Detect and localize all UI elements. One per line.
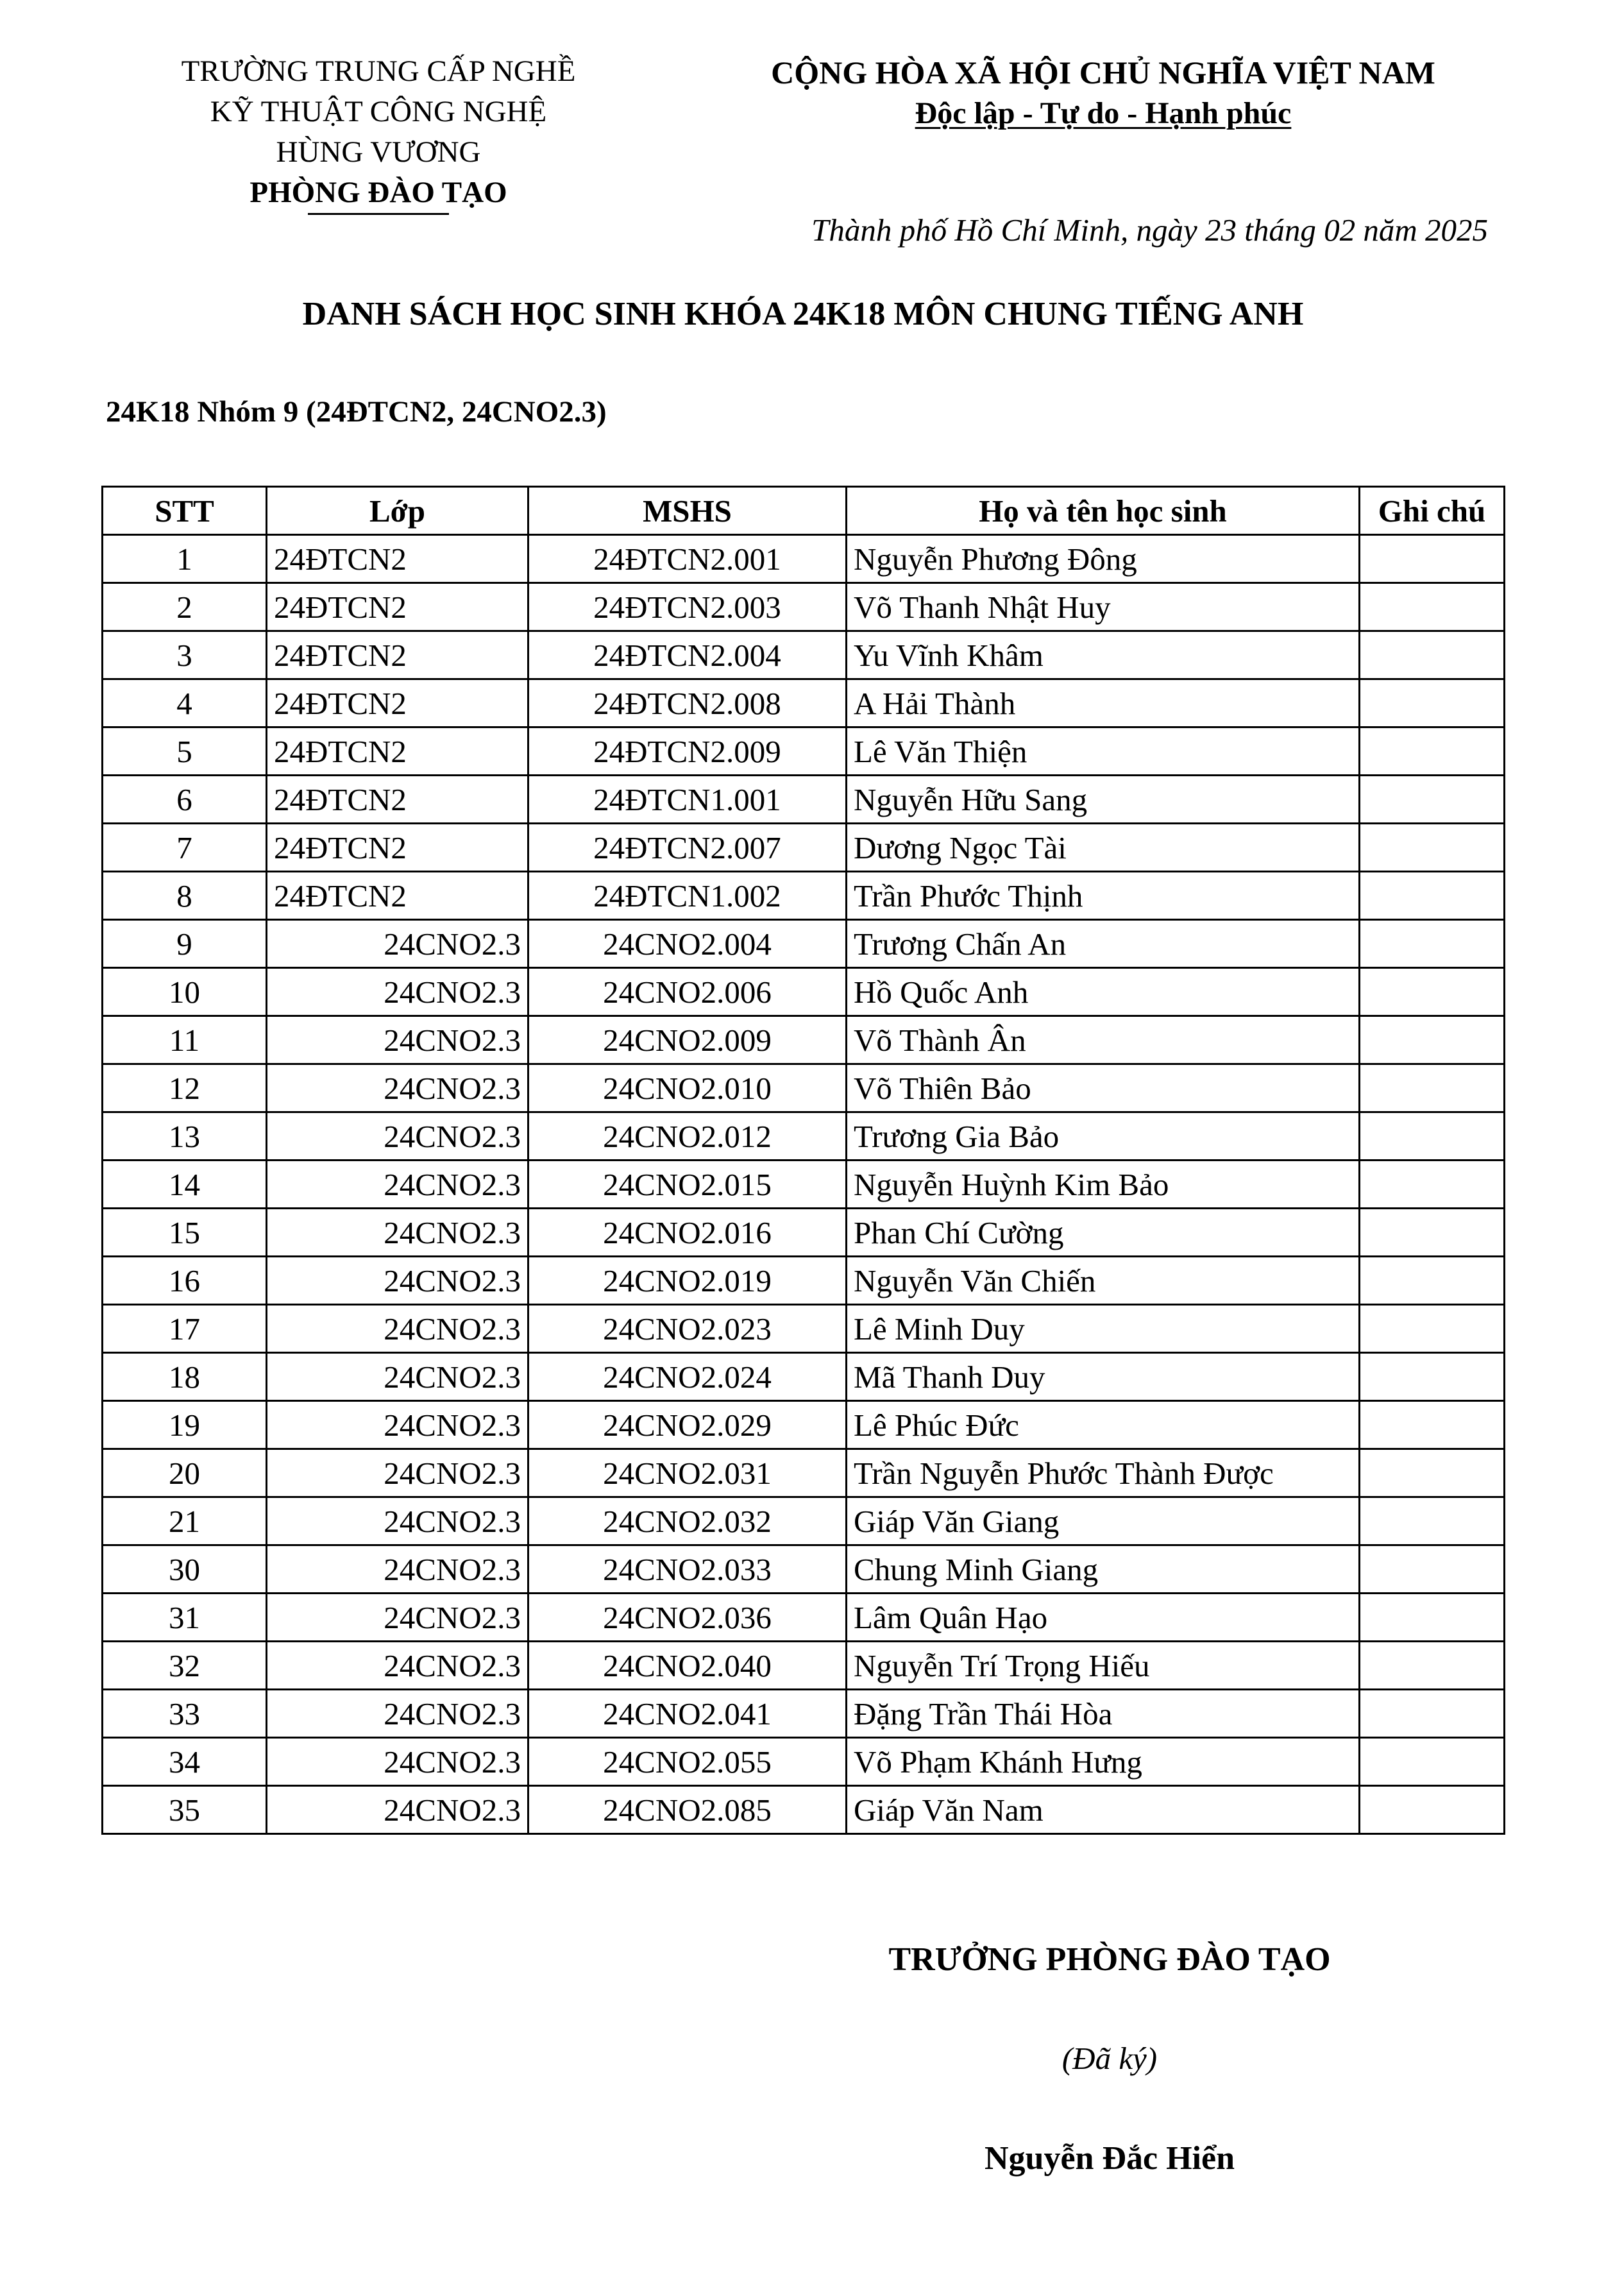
signer-name: Nguyễn Đắc Hiển [985,2140,1235,2177]
student-id-cell: 24CNO2.033 [528,1545,847,1594]
student-id-cell: 24CNO2.036 [528,1594,847,1642]
note-cell [1360,1545,1505,1594]
stt-cell: 21 [103,1497,267,1545]
note-cell [1360,968,1505,1016]
class-cell: 24CNO2.3 [267,1257,528,1305]
student-name-cell: Võ Thành Ân [847,1016,1360,1064]
stt-cell: 15 [103,1209,267,1257]
table-row [103,1401,1505,1449]
stt-cell: 34 [103,1738,267,1786]
note-cell [1360,583,1505,631]
student-id-cell: 24CNO2.019 [528,1257,847,1305]
class-cell: 24CNO2.3 [267,1353,528,1401]
table-row [103,968,1505,1016]
class-cell: 24CNO2.3 [267,920,528,968]
student-id-cell: 24ĐTCN2.001 [528,535,847,583]
note-cell [1360,679,1505,727]
student-name-cell: Yu Vĩnh Khâm [847,631,1360,679]
table-row [103,631,1505,679]
stt-cell: 9 [103,920,267,968]
class-cell: 24ĐTCN2 [267,727,528,776]
note-cell [1360,1642,1505,1690]
national-motto: Độc lập - Tự do - Hạnh phúc [915,96,1292,130]
student-id-cell: 24ĐTCN1.001 [528,776,847,824]
note-cell [1360,631,1505,679]
class-cell: 24CNO2.3 [267,1594,528,1642]
student-name-cell: Mã Thanh Duy [847,1353,1360,1401]
student-name-cell: Lâm Quân Hạo [847,1594,1360,1642]
student-table [101,486,1505,1835]
stt-cell: 19 [103,1401,267,1449]
class-cell: 24CNO2.3 [267,1161,528,1209]
class-cell: 24CNO2.3 [267,1738,528,1786]
student-id-cell: 24ĐTCN1.002 [528,872,847,920]
student-name-cell: Nguyễn Huỳnh Kim Bảo [847,1161,1360,1209]
class-cell: 24ĐTCN2 [267,679,528,727]
table-row [103,1305,1505,1353]
note-cell [1360,727,1505,776]
student-id-cell: 24CNO2.023 [528,1305,847,1353]
table-row [103,1786,1505,1834]
student-name-cell: Giáp Văn Nam [847,1786,1360,1834]
student-id-cell: 24CNO2.015 [528,1161,847,1209]
student-name-cell: Lê Minh Duy [847,1305,1360,1353]
student-name-cell: Hồ Quốc Anh [847,968,1360,1016]
stt-cell: 3 [103,631,267,679]
stt-cell: 6 [103,776,267,824]
stt-cell: 11 [103,1016,267,1064]
note-cell [1360,1594,1505,1642]
student-id-cell: 24CNO2.085 [528,1786,847,1834]
note-cell [1360,1401,1505,1449]
stt-cell: 12 [103,1064,267,1112]
student-name-cell: Trương Gia Bảo [847,1112,1360,1161]
header-stt: STT [103,487,267,535]
student-id-cell: 24CNO2.031 [528,1449,847,1497]
table-row [103,1594,1505,1642]
school-name-line-2: KỸ THUẬT CÔNG NGHỆ [210,95,547,128]
note-cell [1360,1786,1505,1834]
class-cell: 24CNO2.3 [267,1209,528,1257]
note-cell [1360,1161,1505,1209]
stt-cell: 32 [103,1642,267,1690]
table-row [103,1449,1505,1497]
table-row [103,727,1505,776]
stt-cell: 35 [103,1786,267,1834]
header-class: Lớp [267,487,528,535]
stt-cell: 20 [103,1449,267,1497]
student-id-cell: 24CNO2.004 [528,920,847,968]
table-row [103,1064,1505,1112]
student-id-cell: 24CNO2.009 [528,1016,847,1064]
note-cell [1360,872,1505,920]
student-id-cell: 24ĐTCN2.004 [528,631,847,679]
class-cell: 24CNO2.3 [267,1497,528,1545]
student-name-cell: Dương Ngọc Tài [847,824,1360,872]
table-row [103,1257,1505,1305]
student-id-cell: 24CNO2.055 [528,1738,847,1786]
stt-cell: 7 [103,824,267,872]
stt-cell: 4 [103,679,267,727]
student-name-cell: Lê Phúc Đức [847,1401,1360,1449]
student-name-cell: Nguyễn Văn Chiến [847,1257,1360,1305]
table-row [103,1161,1505,1209]
student-name-cell: Chung Minh Giang [847,1545,1360,1594]
stt-cell: 13 [103,1112,267,1161]
stt-cell: 16 [103,1257,267,1305]
note-cell [1360,1257,1505,1305]
student-id-cell: 24CNO2.016 [528,1209,847,1257]
class-cell: 24ĐTCN2 [267,872,528,920]
student-name-cell: Võ Phạm Khánh Hưng [847,1738,1360,1786]
class-cell: 24CNO2.3 [267,1449,528,1497]
student-name-cell: Trương Chấn An [847,920,1360,968]
table-row [103,920,1505,968]
signed-note: (Đã ký) [1061,2041,1158,2076]
table-row [103,1112,1505,1161]
table-row [103,679,1505,727]
class-cell: 24CNO2.3 [267,1305,528,1353]
note-cell [1360,535,1505,583]
department-underline [308,213,449,215]
class-cell: 24CNO2.3 [267,1016,528,1064]
student-id-cell: 24ĐTCN2.009 [528,727,847,776]
stt-cell: 5 [103,727,267,776]
student-id-cell: 24ĐTCN2.007 [528,824,847,872]
stt-cell: 2 [103,583,267,631]
table-body [103,535,1505,1834]
note-cell [1360,1064,1505,1112]
class-cell: 24CNO2.3 [267,1690,528,1738]
note-cell [1360,1209,1505,1257]
note-cell [1360,1016,1505,1064]
student-name-cell: Nguyễn Trí Trọng Hiếu [847,1642,1360,1690]
student-id-cell: 24ĐTCN2.003 [528,583,847,631]
stt-cell: 31 [103,1594,267,1642]
student-id-cell: 24CNO2.012 [528,1112,847,1161]
table-row [103,583,1505,631]
header-note: Ghi chú [1360,487,1505,535]
stt-cell: 8 [103,872,267,920]
note-cell [1360,824,1505,872]
class-cell: 24CNO2.3 [267,1401,528,1449]
class-cell: 24ĐTCN2 [267,776,528,824]
student-id-cell: 24CNO2.040 [528,1642,847,1690]
stt-cell: 33 [103,1690,267,1738]
student-name-cell: Giáp Văn Giang [847,1497,1360,1545]
stt-cell: 30 [103,1545,267,1594]
student-name-cell: Võ Thanh Nhật Huy [847,583,1360,631]
class-cell: 24CNO2.3 [267,968,528,1016]
stt-cell: 10 [103,968,267,1016]
table-row [103,1642,1505,1690]
school-name-line-1: TRƯỜNG TRUNG CẤP NGHỀ [181,55,576,88]
stt-cell: 18 [103,1353,267,1401]
national-header [706,51,1501,133]
note-cell [1360,1449,1505,1497]
student-id-cell: 24CNO2.010 [528,1064,847,1112]
note-cell [1360,1738,1505,1786]
table-row [103,1545,1505,1594]
student-name-cell: Trần Nguyễn Phước Thành Được [847,1449,1360,1497]
class-cell: 24CNO2.3 [267,1642,528,1690]
school-header [128,51,629,215]
student-id-cell: 24CNO2.029 [528,1401,847,1449]
class-cell: 24CNO2.3 [267,1545,528,1594]
header-student-id: MSHS [528,487,847,535]
note-cell [1360,1353,1505,1401]
student-name-cell: Võ Thiên Bảo [847,1064,1360,1112]
school-name-line-3: HÙNG VƯƠNG [276,135,481,169]
table-header-row [103,487,1505,535]
student-id-cell: 24CNO2.024 [528,1353,847,1401]
stt-cell: 1 [103,535,267,583]
table-row [103,1690,1505,1738]
student-id-cell: 24ĐTCN2.008 [528,679,847,727]
student-name-cell: A Hải Thành [847,679,1360,727]
place-and-date: Thành phố Hồ Chí Minh, ngày 23 tháng 02 năm 2025 [811,212,1488,248]
table-row [103,776,1505,824]
class-cell: 24CNO2.3 [267,1112,528,1161]
note-cell [1360,1497,1505,1545]
student-name-cell: Trần Phước Thịnh [847,872,1360,920]
table-row [103,1738,1505,1786]
class-cell: 24CNO2.3 [267,1064,528,1112]
student-name-cell: Nguyễn Phương Đông [847,535,1360,583]
stt-cell: 14 [103,1161,267,1209]
table-row [103,824,1505,872]
note-cell [1360,920,1505,968]
class-cell: 24ĐTCN2 [267,583,528,631]
note-cell [1360,1690,1505,1738]
table-row [103,1497,1505,1545]
table-row [103,1353,1505,1401]
signer-title: TRƯỞNG PHÒNG ĐÀO TẠO [888,1941,1331,1978]
class-cell: 24ĐTCN2 [267,824,528,872]
table-row [103,1209,1505,1257]
student-name-cell: Phan Chí Cường [847,1209,1360,1257]
class-cell: 24CNO2.3 [267,1786,528,1834]
note-cell [1360,1112,1505,1161]
student-id-cell: 24CNO2.006 [528,968,847,1016]
class-cell: 24ĐTCN2 [267,631,528,679]
student-name-cell: Nguyễn Hữu Sang [847,776,1360,824]
table-row [103,535,1505,583]
student-name-cell: Lê Văn Thiện [847,727,1360,776]
document-title: DANH SÁCH HỌC SINH KHÓA 24K18 MÔN CHUNG TIẾNG ANH [302,296,1304,332]
group-label: 24K18 Nhóm 9 (24ĐTCN2, 24CNO2.3) [106,395,607,429]
student-id-cell: 24CNO2.032 [528,1497,847,1545]
header-student-name: Họ và tên học sinh [847,487,1360,535]
department-name: PHÒNG ĐÀO TẠO [249,176,507,209]
table-row [103,1016,1505,1064]
note-cell [1360,1305,1505,1353]
stt-cell: 17 [103,1305,267,1353]
note-cell [1360,776,1505,824]
table-row [103,872,1505,920]
student-id-cell: 24CNO2.041 [528,1690,847,1738]
country-name: CỘNG HÒA XÃ HỘI CHỦ NGHĨA VIỆT NAM [771,55,1435,90]
class-cell: 24ĐTCN2 [267,535,528,583]
student-name-cell: Đặng Trần Thái Hòa [847,1690,1360,1738]
